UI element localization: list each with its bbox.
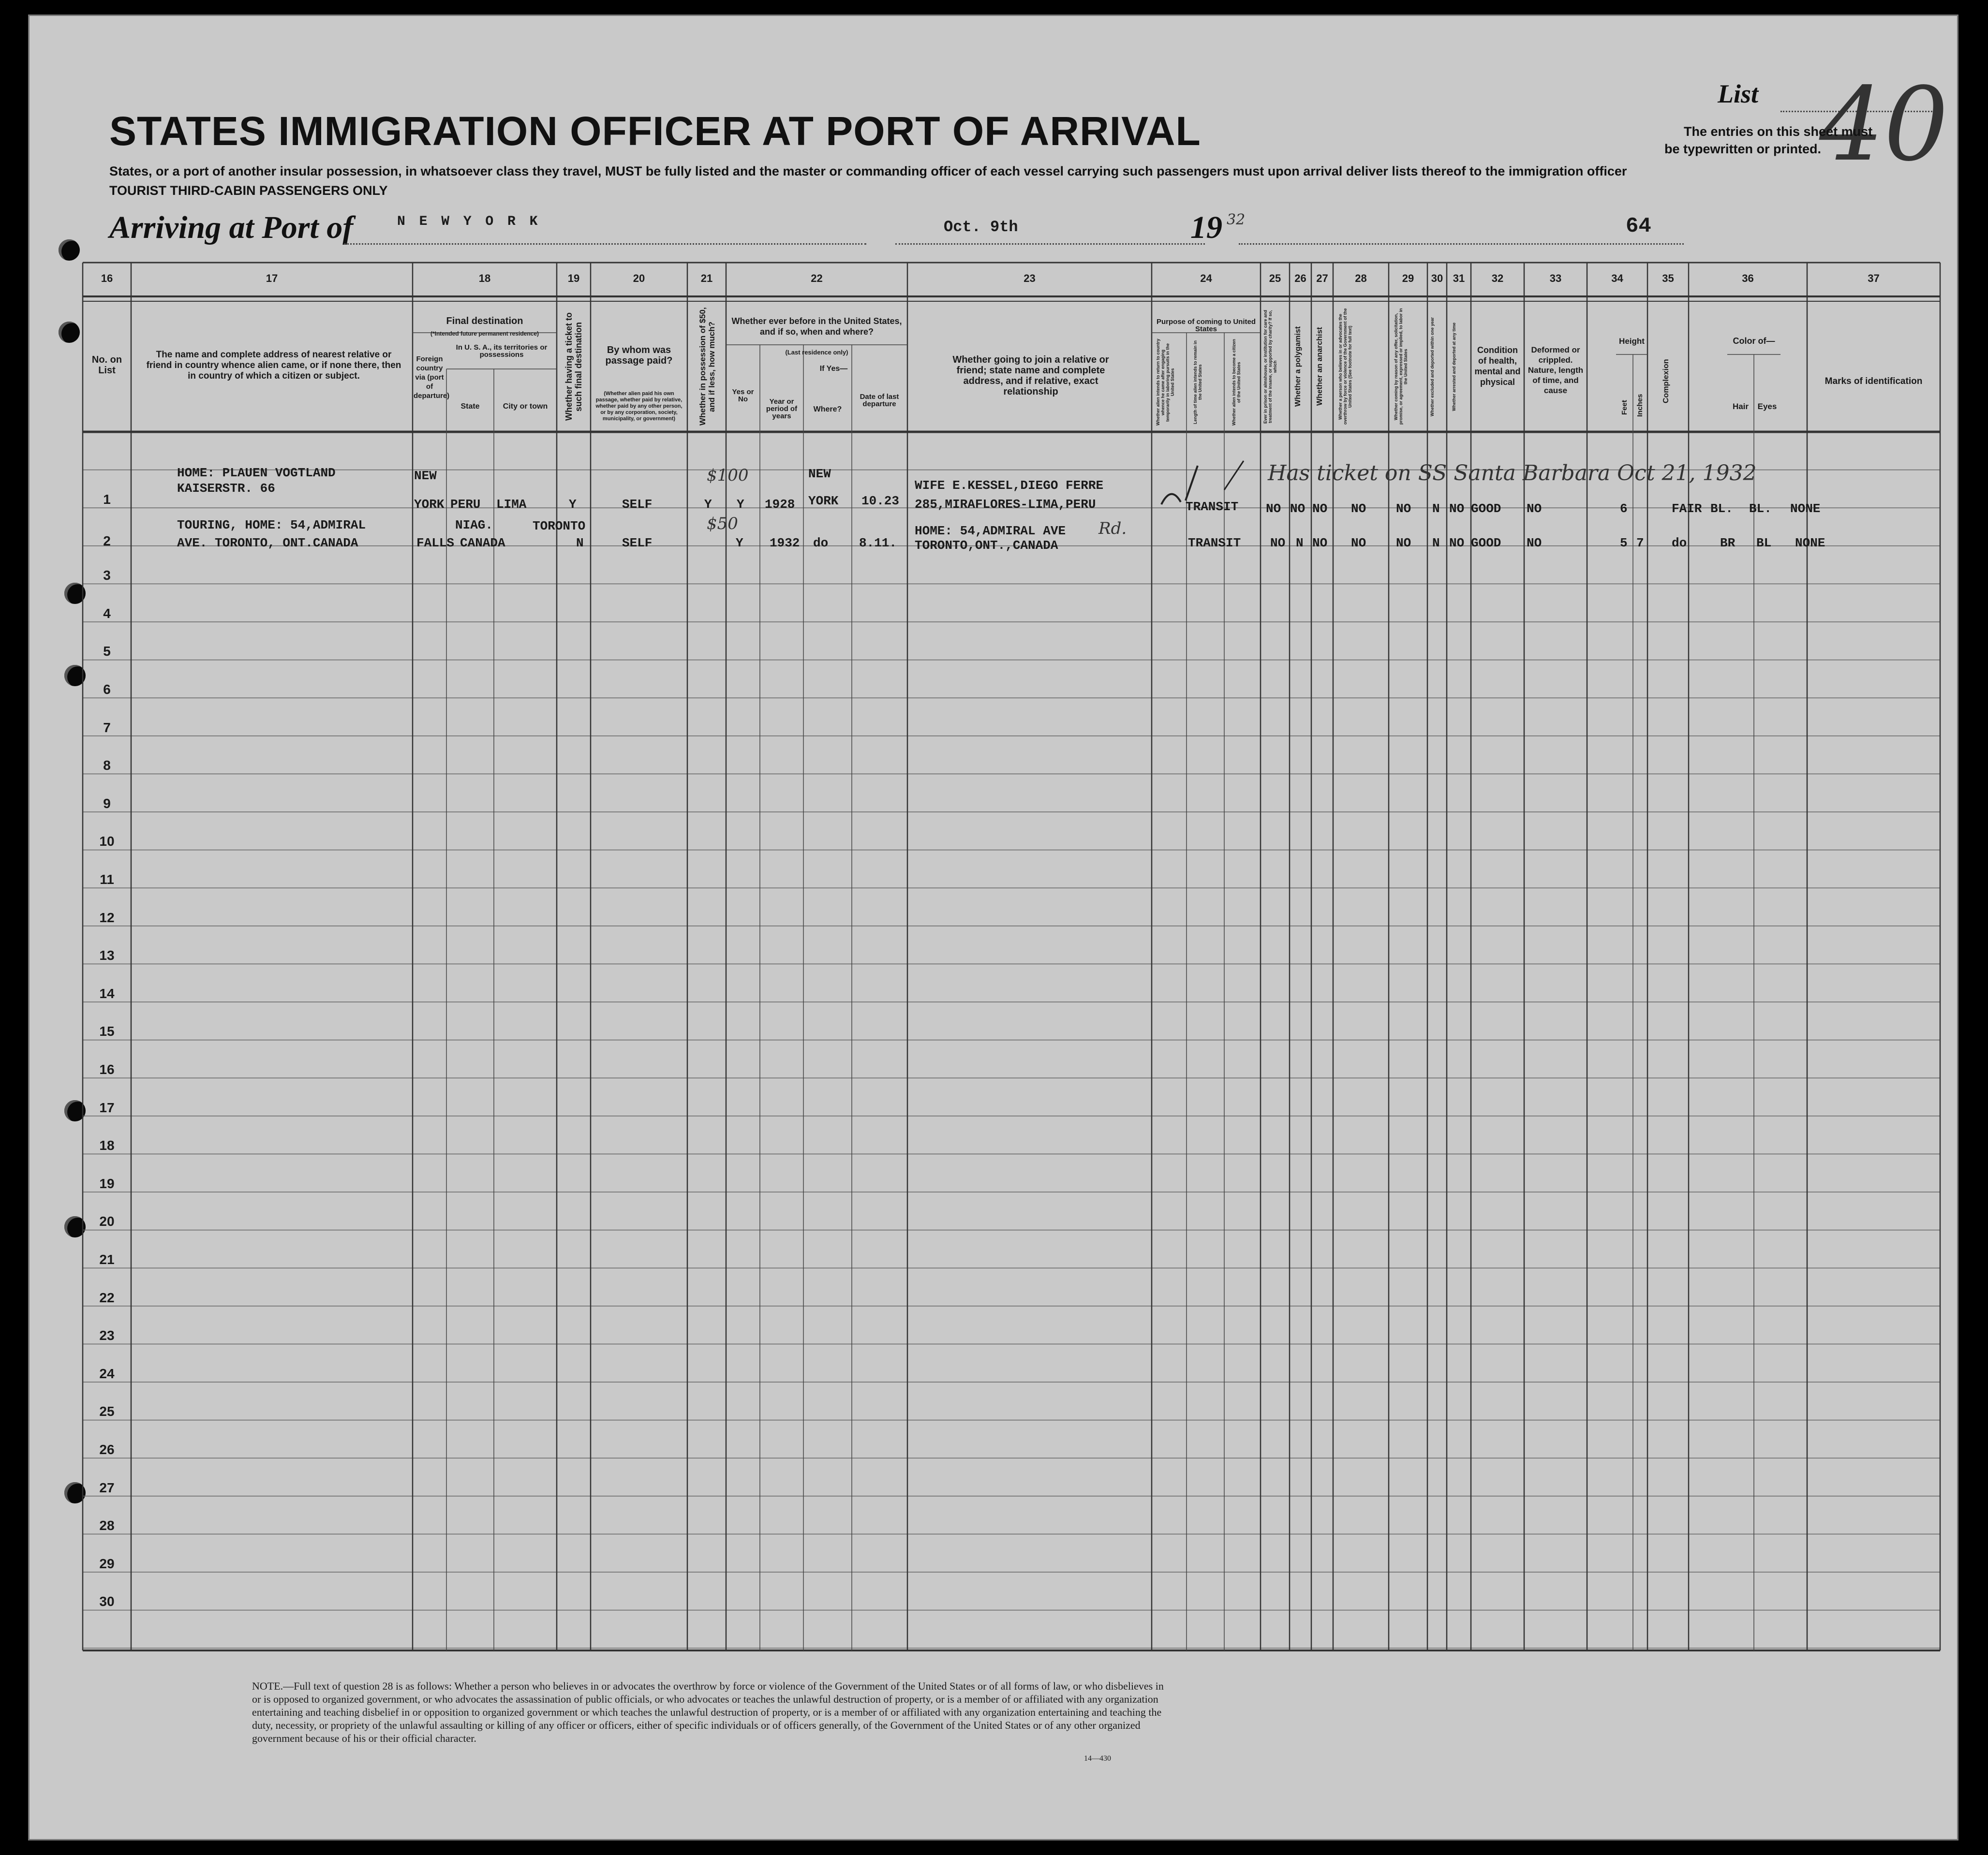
header-overthrow: Whether a person who believes in or advocates the overthrow by force or violence of the Government of the United States (See footnote for full text): [1338, 308, 1352, 425]
has-ticket: N: [576, 536, 584, 550]
excluded: N: [1432, 501, 1440, 516]
row-number: 27: [99, 1480, 115, 1495]
eye-color: BL: [1756, 536, 1772, 550]
header-foreign-country: Foreign country via (port of departure): [414, 355, 450, 400]
header-passage-paid-sub: (Whether alien paid his own passage, whether paid by relative, whether paid by any other person, or by any corporation, society, municipality, or government): [595, 391, 682, 422]
header-hair: Hair: [1732, 402, 1749, 411]
identification-marks: NONE: [1795, 536, 1825, 550]
column-number: 27: [1316, 272, 1328, 284]
header-usa: In U. S. A., its territories or possessions: [456, 343, 548, 359]
column-number: 34: [1611, 272, 1623, 284]
table-grid: [30, 16, 1957, 1839]
prison: NO: [1270, 536, 1286, 550]
row-number: 30: [99, 1594, 115, 1609]
row-number: 24: [99, 1366, 115, 1381]
polygamist: N: [1296, 536, 1304, 550]
header-anarchist: Whether an anarchist: [1316, 327, 1324, 406]
header-deformed: Deformed or crippled. Nature, length of time, and cause: [1528, 345, 1584, 395]
header-deported: Whether arrested and deported at any time: [1452, 322, 1456, 411]
column-number: 22: [811, 272, 823, 284]
column-number: 33: [1549, 272, 1562, 284]
year-before: 1932: [770, 536, 800, 550]
row-number: 4: [103, 605, 111, 621]
header-yes-no: Yes or No: [732, 388, 754, 403]
row-number: 21: [99, 1252, 115, 1267]
been-before: Y: [737, 497, 744, 512]
row-number: 18: [99, 1138, 115, 1153]
header-purpose: Purpose of coming to United States: [1157, 318, 1256, 333]
date-departure: 8.11.: [859, 536, 897, 550]
health: GOOD: [1471, 501, 1501, 516]
column-number: 35: [1662, 272, 1674, 284]
header-nearest-relative: The name and complete address of nearest relative or friend in country whence alien came, or if none there, then in country of which a citizen or subject.: [146, 350, 401, 381]
form-number: 14—430: [1084, 1754, 1111, 1763]
join-relative: HOME: 54,ADMIRAL AVE: [915, 524, 1066, 538]
purpose: TRANSIT: [1188, 536, 1241, 550]
health: GOOD: [1471, 536, 1501, 550]
column-number: 18: [478, 272, 491, 284]
foreign-port: YORK: [414, 497, 445, 512]
height-feet: 6: [1620, 501, 1628, 516]
column-number: 24: [1200, 272, 1212, 284]
where-before: do: [813, 536, 829, 550]
year-suffix: 32: [1227, 211, 1246, 228]
date-departure: 10.23: [861, 494, 900, 508]
anarchist: NO: [1312, 536, 1328, 550]
destination-state: PERU: [450, 497, 481, 512]
header-marks: Marks of identification: [1825, 376, 1923, 386]
height-inches: 7: [1636, 536, 1644, 550]
page-title: STATES IMMIGRATION OFFICER AT PORT OF ARRIVAL: [109, 108, 1201, 154]
manifest-sheet: [28, 15, 1958, 1840]
form-instructions: States, or a port of another insular possession, in whatsoever class they travel, MUST be fully listed and the master or commanding officer of each vessel carrying such passengers must upon arrival deliver lists thereof to the immigration officer: [109, 164, 1627, 178]
foreign-port: FALLS: [416, 536, 455, 550]
header-feet: Feet: [1620, 400, 1629, 415]
header-complexion: Complexion: [1662, 359, 1670, 403]
header-inches: Inches: [1636, 394, 1644, 417]
column-number: 31: [1453, 272, 1465, 284]
row-number: 7: [103, 720, 111, 735]
complexion: do: [1672, 536, 1687, 550]
header-final-destination-sub: (*Intended future permanent residence): [430, 330, 539, 337]
header-purpose-c: Whether alien intends to become a citizen of the United States: [1231, 339, 1241, 426]
header-join-relative: Whether going to join a relative or friend; state name and complete address, and if relative, exact relationship: [952, 354, 1109, 397]
purpose: TRANSIT: [1186, 500, 1239, 514]
labor-offer: NO: [1396, 536, 1411, 550]
prison: NO: [1266, 501, 1281, 516]
year-before: 1928: [765, 497, 795, 512]
overthrow: NO: [1351, 501, 1366, 516]
row-number: 16: [99, 1062, 115, 1077]
column-number: 36: [1742, 272, 1754, 284]
column-number: 16: [101, 272, 113, 284]
row-number: 10: [99, 834, 115, 849]
join-note: Rd.: [1098, 519, 1127, 538]
header-purpose-b: Length of time alien intends to remain in the United States: [1193, 340, 1202, 425]
row-number: 12: [99, 910, 115, 925]
row-number: 26: [99, 1442, 115, 1457]
date-value: Oct. 9th: [944, 218, 1018, 236]
where-before: NEW: [808, 467, 831, 481]
passage-paid-by: SELF: [622, 536, 653, 550]
row-number: 22: [99, 1290, 115, 1305]
row-number: 17: [99, 1100, 115, 1115]
relative-address: AVE. TORONTO, ONT.CANADA: [177, 536, 358, 550]
port-value: N E W Y O R K: [397, 214, 541, 229]
row-number: 2: [103, 533, 111, 548]
passenger-class: TOURIST THIRD-CABIN PASSENGERS ONLY: [109, 183, 388, 198]
header-excluded: Whether excluded and deported within one year: [1430, 317, 1435, 416]
header-height: Height: [1619, 337, 1645, 346]
header-ticket: Whether having a ticket to such final destination: [564, 312, 583, 421]
year-prefix: 19: [1190, 210, 1222, 245]
column-number: 19: [567, 272, 580, 284]
stamp-number: 64: [1626, 214, 1651, 238]
labor-offer: NO: [1396, 501, 1411, 516]
header-date-departure: Date of last departure: [860, 393, 899, 408]
column-number: 21: [700, 272, 713, 284]
row-number: 9: [103, 795, 111, 811]
foreign-port: NEW: [414, 469, 437, 483]
row-number: 5: [103, 644, 111, 659]
relative-address: KAISERSTR. 66: [177, 481, 275, 496]
row-number: 23: [99, 1328, 115, 1343]
hair-color: BL.: [1710, 501, 1733, 516]
column-number: 20: [633, 272, 645, 284]
anarchist: NO: [1312, 501, 1328, 516]
header-polygamist: Whether a polygamist: [1294, 326, 1302, 407]
header-prison: Ever in prison or almshouse, or institution for care and treatment of the insane, or supported by charity? If so, which: [1263, 309, 1277, 424]
row-number: 29: [99, 1556, 115, 1571]
row-number: 1: [103, 492, 111, 507]
has-ticket: Y: [569, 497, 577, 512]
header-if-yes: If Yes—: [819, 365, 848, 373]
complexion: FAIR: [1672, 501, 1702, 516]
join-relative: TORONTO,ONT.,CANADA: [915, 538, 1058, 553]
height-feet: 5: [1620, 536, 1628, 550]
money-amount: $100: [707, 466, 749, 485]
header-list-number: No. on List: [91, 354, 122, 376]
relative-address: HOME: PLAUEN VOGTLAND: [177, 466, 336, 480]
header-passage-paid: By whom was passage paid?: [605, 345, 673, 366]
list-label: List: [1718, 79, 1759, 108]
column-number: 26: [1294, 272, 1306, 284]
header-labor-offer: Whether coming by reason of any offer, solicitation, promise, or agreement, expressed or implied, to labor in the United States: [1394, 308, 1408, 425]
row-number: 20: [99, 1214, 115, 1229]
foreign-port: NIAG.: [455, 518, 493, 532]
column-number: 29: [1402, 272, 1414, 284]
header-state: State: [460, 402, 480, 411]
row-number: 6: [103, 682, 111, 697]
join-relative: WIFE E.KESSEL,DIEGO FERRE: [915, 478, 1104, 493]
identification-marks: NONE: [1790, 501, 1821, 516]
header-money: Whether in possession of $50, and if less, how much?: [698, 307, 716, 426]
column-number: 30: [1431, 272, 1443, 284]
deformed: NO: [1527, 501, 1542, 516]
row-number: 28: [99, 1518, 115, 1533]
column-number: 28: [1355, 272, 1367, 284]
row-number: 19: [99, 1176, 115, 1191]
row-number: 13: [99, 948, 115, 963]
excluded: N: [1432, 536, 1440, 550]
header-city: City or town: [503, 402, 548, 411]
list-note: be typewritten or printed.: [1664, 142, 1822, 156]
column-number: 23: [1024, 272, 1036, 284]
list-number: 40: [1819, 65, 1949, 184]
destination-city: TORONTO: [533, 519, 586, 533]
money-yes-no: Y: [704, 497, 712, 512]
arriving-label: Arriving at Port of: [109, 210, 354, 245]
header-color: Color of—: [1733, 336, 1775, 346]
overthrow: NO: [1351, 536, 1366, 550]
list-note: The entries on this sheet must: [1684, 124, 1873, 139]
column-number: 17: [266, 272, 278, 284]
join-relative: 285,MIRAFLORES-LIMA,PERU: [915, 497, 1096, 512]
header-where: Where?: [813, 405, 842, 413]
destination-city: LIMA: [496, 497, 527, 512]
header-ever-before: Whether ever before in the United States, and if so, when and where?: [731, 316, 902, 337]
footnote: NOTE.—Full text of question 28 is as follows: Whether a person who believes in or advocates the overthrow by force or violence of the Government of the United States or of all forms of law, or who disbelieves in or is opposed to organized government, or who advocates the assassination of public officials, or who advocates or teaches the unlawful destruction of property, or is a member of or affiliated with any organization entertaining and teaching disbelief in or opposition to organized government or which teaches the unlawful destruction of property, or is a member of or affiliated with any organization entertaining and teaching the duty, necessity, or propriety of the unlawful assaulting or killing of any officer or officers, either of specific individuals or of officers generally, of the Government of the United States or of any other organized government because of his or their official character.: [252, 1680, 1164, 1744]
header-final-destination: Final destination: [446, 316, 523, 326]
row-number: 3: [103, 568, 111, 583]
row-number: 15: [99, 1024, 115, 1039]
money-yes-no: Y: [736, 536, 743, 550]
polygamist: NO: [1290, 501, 1306, 516]
header-last-residence: (Last residence only): [785, 349, 848, 356]
money-amount: $50: [707, 514, 738, 533]
where-before: YORK: [808, 494, 839, 508]
deported: NO: [1449, 501, 1465, 516]
row-number: 8: [103, 758, 111, 773]
row-number: 14: [99, 986, 115, 1001]
passage-paid-by: SELF: [622, 497, 653, 512]
header-purpose-a: Whether alien intends to return to country whence he came after engaging temporarily in laboring pursuits in the United States: [1156, 339, 1175, 426]
header-year: Year or period of years: [766, 398, 798, 420]
destination-state: CANADA: [460, 536, 505, 550]
check-marks: [1152, 456, 1263, 529]
deformed: NO: [1527, 536, 1542, 550]
header-health: Condition of health, mental and physical: [1474, 345, 1521, 387]
column-number: 32: [1491, 272, 1504, 284]
deported: NO: [1449, 536, 1465, 550]
column-number: 25: [1269, 272, 1281, 284]
hair-color: BR: [1720, 536, 1736, 550]
handwritten-annotation: Has ticket on SS Santa Barbara Oct 21, 1932: [1268, 461, 1757, 486]
header-eyes: Eyes: [1757, 402, 1777, 411]
relative-address: TOURING, HOME: 54,ADMIRAL: [177, 518, 366, 532]
column-number: 37: [1868, 272, 1880, 284]
row-number: 25: [99, 1404, 115, 1419]
eye-color: BL.: [1749, 501, 1772, 516]
row-number: 11: [100, 872, 114, 887]
